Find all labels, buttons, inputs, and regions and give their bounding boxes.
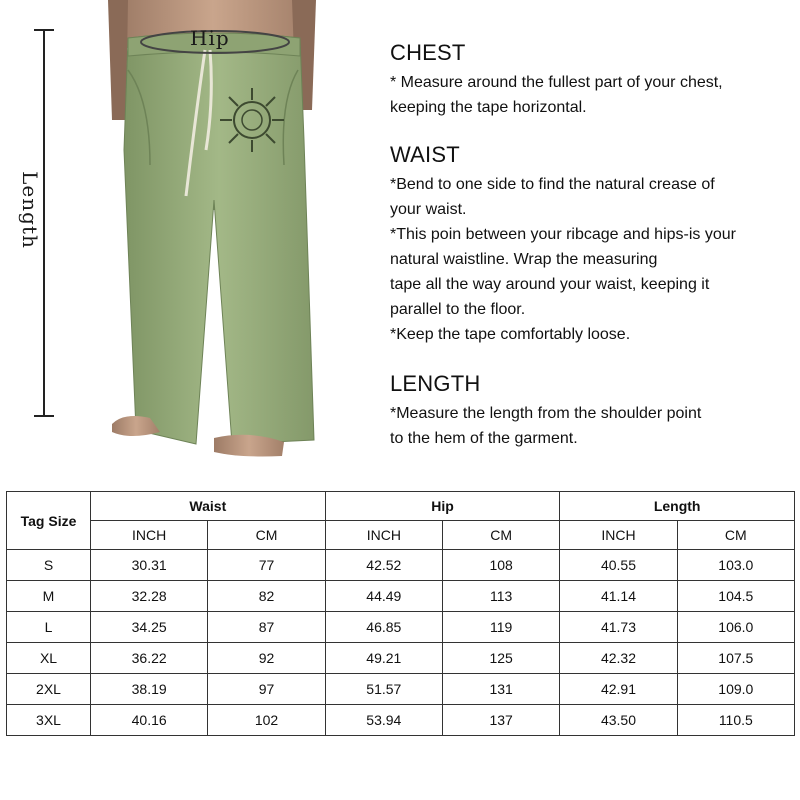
size-chart [6,491,795,736]
table-cell: 30.31 [91,550,208,581]
tag-size-header: Tag Size [7,492,91,550]
table-cell: 41.73 [560,612,677,643]
table-row [7,705,795,736]
table-cell: 113 [442,581,559,612]
size-cell: 2XL [7,674,91,705]
chest-heading: CHEST [390,40,466,65]
size-cell: S [7,550,91,581]
unit-header: CM [677,521,794,550]
unit-header: INCH [91,521,208,550]
table-cell: 92 [208,643,325,674]
table-cell: 110.5 [677,705,794,736]
waist-header: Waist [91,492,326,521]
table-cell: 42.32 [560,643,677,674]
size-cell: L [7,612,91,643]
table-cell: 97 [208,674,325,705]
table-cell: 104.5 [677,581,794,612]
waist-section [390,142,790,347]
waist-line: tape all the way around your waist, keeping it [390,276,710,293]
table-cell: 49.21 [325,643,442,674]
table-cell: 51.57 [325,674,442,705]
length-heading: LENGTH [390,371,481,396]
table-cell: 43.50 [560,705,677,736]
unit-header: CM [442,521,559,550]
product-photo [0,0,380,470]
left-arm-shape [108,0,128,120]
chest-line: * Measure around the fullest part of your chest, [390,74,723,91]
length-line: *Measure the length from the shoulder point [390,405,702,422]
waist-line: natural waistline. Wrap the measuring [390,251,658,268]
table-cell: 42.91 [560,674,677,705]
table-cell: 87 [208,612,325,643]
unit-header: INCH [325,521,442,550]
table-cell: 108 [442,550,559,581]
table-cell: 42.52 [325,550,442,581]
length-label: Length [18,171,42,249]
table-group-header-row [7,492,795,521]
unit-header: INCH [560,521,677,550]
size-cell: M [7,581,91,612]
length-header: Length [560,492,795,521]
table-cell: 102 [208,705,325,736]
table-row [7,550,795,581]
chest-section [390,40,790,120]
table-row [7,581,795,612]
table-cell: 125 [442,643,559,674]
table-cell: 137 [442,705,559,736]
hip-label: Hip [190,26,230,50]
table-unit-header-row [7,521,795,550]
hip-header: Hip [325,492,560,521]
size-cell: 3XL [7,705,91,736]
table-cell: 109.0 [677,674,794,705]
table-cell: 107.5 [677,643,794,674]
chest-line: keeping the tape horizontal. [390,99,587,116]
length-section [390,371,790,451]
table-cell: 53.94 [325,705,442,736]
table-cell: 44.49 [325,581,442,612]
waist-line: parallel to the floor. [390,301,526,318]
table-cell: 38.19 [91,674,208,705]
table-cell: 119 [442,612,559,643]
waist-line: *Bend to one side to find the natural crease of [390,176,715,193]
table-row [7,643,795,674]
waist-line: *Keep the tape comfortably loose. [390,326,631,343]
waist-heading: WAIST [390,142,460,167]
measuring-instructions [390,40,790,469]
table-cell: 34.25 [91,612,208,643]
linen-pants-illustration [0,0,380,470]
table-cell: 77 [208,550,325,581]
table-cell: 40.16 [91,705,208,736]
table-cell: 36.22 [91,643,208,674]
table-cell: 106.0 [677,612,794,643]
table-cell: 40.55 [560,550,677,581]
table-cell: 103.0 [677,550,794,581]
size-cell: XL [7,643,91,674]
table-row [7,674,795,705]
pants-shape [124,33,314,444]
table-row [7,612,795,643]
table-cell: 41.14 [560,581,677,612]
length-line: to the hem of the garment. [390,430,578,447]
table-cell: 46.85 [325,612,442,643]
waist-line: your waist. [390,201,467,218]
table-cell: 131 [442,674,559,705]
unit-header: CM [208,521,325,550]
waist-line: *This poin between your ribcage and hips-is your [390,226,736,243]
table-cell: 32.28 [91,581,208,612]
table-cell: 82 [208,581,325,612]
size-table [6,491,795,736]
